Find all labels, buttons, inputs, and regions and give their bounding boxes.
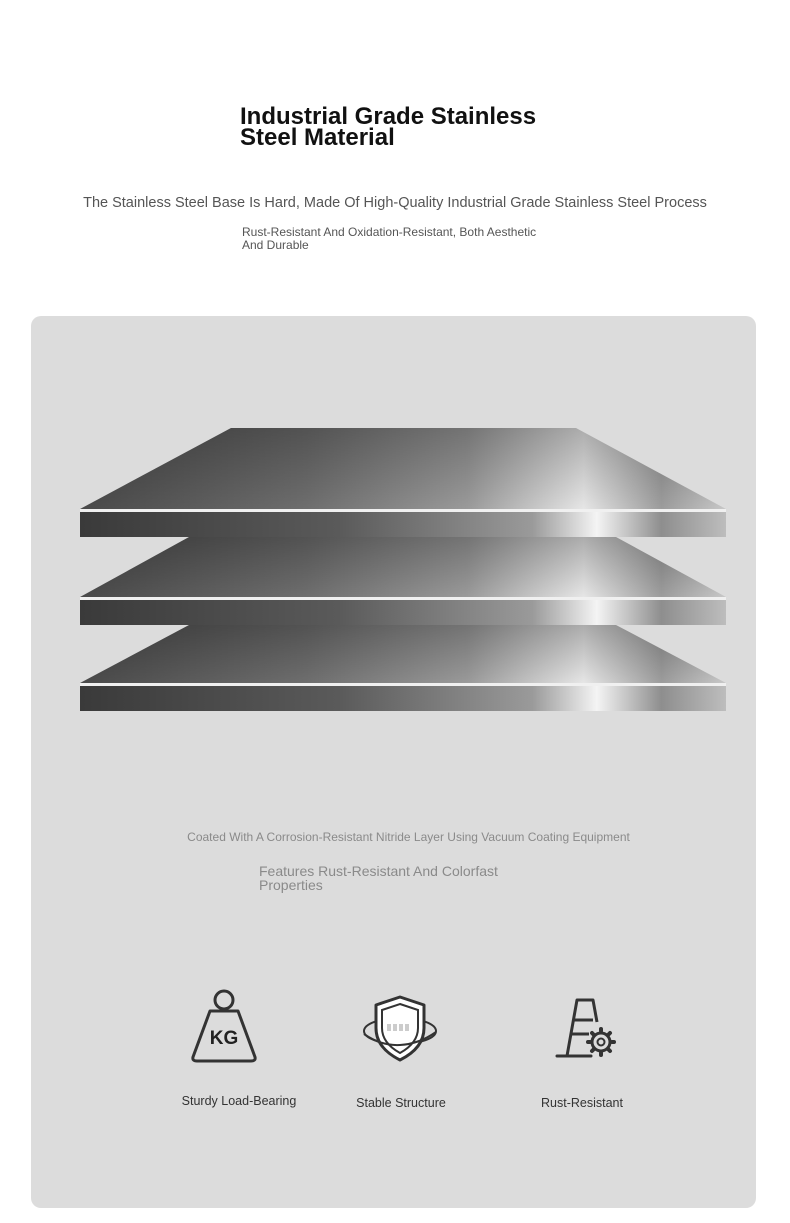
coating-text: Coated With A Corrosion-Resistant Nitride Layer Using Vacuum Coating Equipment: [187, 830, 630, 844]
subtitle: The Stainless Steel Base Is Hard, Made Of High-Quality Industrial Grade Stainless Steel Process: [83, 195, 707, 211]
steel-plate-bottom: [80, 625, 726, 711]
steel-plate-top: [80, 428, 726, 537]
feature-label-rust-resistant: Rust-Resistant: [541, 1096, 623, 1110]
steel-plate-middle: [80, 537, 726, 625]
description-line-2: And Durable: [242, 238, 309, 252]
feature-label-load-bearing: Sturdy Load-Bearing: [181, 1094, 297, 1108]
features-line-1: Features Rust-Resistant And Colorfast: [259, 863, 498, 879]
title-line-2: Steel Material: [240, 124, 395, 151]
shield-icon: [361, 994, 439, 1064]
svg-text:KG: KG: [209, 1028, 239, 1049]
product-panel: [31, 316, 756, 1208]
features-line-2: Properties: [259, 877, 323, 893]
steel-plates-image: [31, 316, 756, 736]
description: [242, 226, 562, 252]
features-text: [259, 864, 559, 892]
page-title: [240, 103, 570, 151]
description-line-1: Rust-Resistant And Oxidation-Resistant, Both Aesthetic: [242, 225, 537, 239]
kg-weight-icon: [188, 989, 260, 1065]
title-line-1: Industrial Grade Stainless: [240, 103, 537, 130]
traffic-cone-gear-icon: [553, 994, 621, 1060]
feature-label-stable-structure: Stable Structure: [356, 1096, 446, 1110]
